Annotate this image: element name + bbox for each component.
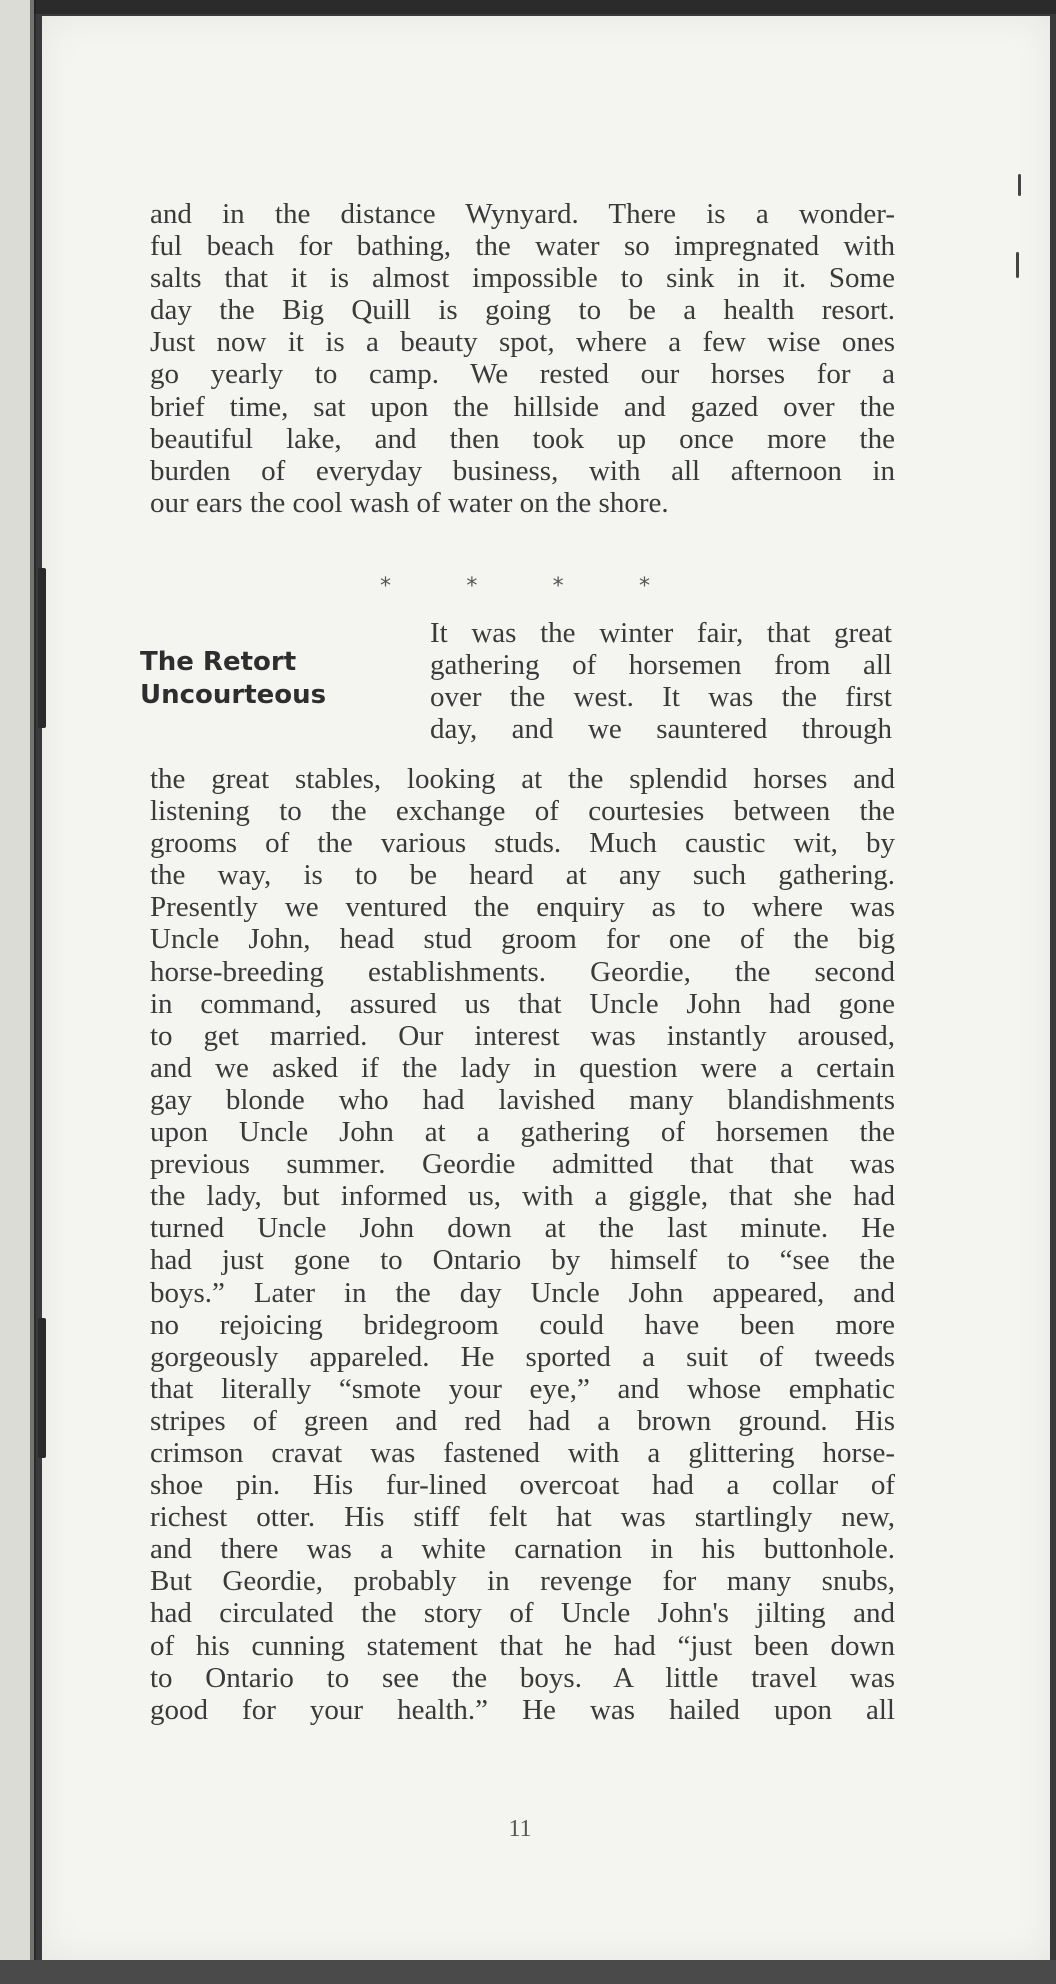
text-line: Uncle John, head stud groom for one of the big	[150, 923, 895, 956]
text-line: and we asked if the lady in question were a certain	[150, 1051, 895, 1084]
separator-asterisk: *	[380, 574, 391, 599]
text-line: ful beach for bathing, the water so impregnated with	[150, 230, 895, 263]
edge-speck	[1018, 174, 1021, 196]
separator-asterisk: *	[466, 574, 478, 599]
section-heading	[140, 646, 420, 712]
text-line: gathering of horsemen from all	[430, 649, 892, 681]
text-line: upon Uncle John at a gathering of horsemen the	[150, 1116, 895, 1149]
separator-asterisk: *	[552, 574, 564, 599]
page-number: 11	[508, 1816, 532, 1842]
text-line: and there was a white carnation in his buttonhole.	[150, 1533, 895, 1566]
binding-staple-upper	[38, 568, 46, 728]
text-line: the great stables, looking at the splendid horses and	[150, 763, 895, 795]
text-line: salts that it is almost impossible to sink in it. Some	[150, 262, 895, 295]
text-line: over the west. It was the first	[430, 681, 892, 713]
binding-staple-lower	[38, 1318, 46, 1458]
text-line: had circulated the story of Uncle John's jilting and	[150, 1597, 895, 1630]
binding-shadow	[30, 0, 36, 1984]
text-line: Just now it is a beauty spot, where a few wise ones	[150, 326, 895, 359]
text-line: that literally “smote your eye,” and whose emphatic	[150, 1372, 895, 1405]
text-line: and in the distance Wynyard. There is a wonder-	[150, 198, 895, 230]
text-line: go yearly to camp. We rested our horses for a	[150, 358, 895, 391]
text-line: crimson cravat was fastened with a glittering horse-	[150, 1436, 895, 1469]
edge-speck	[1016, 252, 1019, 278]
text-line: grooms of the various studs. Much caustic wit, by	[150, 827, 895, 860]
text-line: the lady, but informed us, with a giggle, that she had	[150, 1180, 895, 1213]
paragraph-main	[150, 763, 895, 1726]
text-line: to Ontario to see the boys. A little travel was	[150, 1661, 895, 1694]
text-line: Presently we ventured the enquiry as to where was	[150, 891, 895, 924]
section-heading-line-2: Uncourteous	[140, 680, 327, 710]
text-line: day, and we sauntered through	[430, 713, 892, 745]
text-line: brief time, sat upon the hillside and gazed over the	[150, 390, 895, 423]
text-line: the way, is to be heard at any such gathering.	[150, 859, 895, 892]
text-line: day the Big Quill is going to be a health resort.	[150, 294, 895, 327]
text-line: stripes of green and red had a brown ground. His	[150, 1404, 895, 1437]
section-heading-line-1: The Retort	[140, 647, 297, 677]
paragraph-top	[150, 198, 895, 519]
text-line: horse-breeding establishments. Geordie, the second	[150, 955, 895, 988]
text-line: But Geordie, probably in revenge for many snubs,	[150, 1565, 895, 1598]
binding-spine	[0, 0, 34, 1984]
text-line: of his cunning statement that he had “just been down	[150, 1629, 895, 1662]
separator-asterisk: *	[638, 574, 650, 599]
text-line: had just gone to Ontario by himself to “see the	[150, 1244, 895, 1277]
text-line: gorgeously appareled. He sported a suit of tweeds	[150, 1340, 895, 1373]
text-line: It was the winter fair, that great	[430, 617, 892, 649]
text-line: boys.” Later in the day Uncle John appeared, and	[150, 1276, 895, 1309]
text-line: richest otter. His stiff felt hat was startlingly new,	[150, 1501, 895, 1534]
text-line: turned Uncle John down at the last minute. He	[150, 1212, 895, 1245]
text-line: no rejoicing bridegroom could have been more	[150, 1308, 895, 1341]
text-line: previous summer. Geordie admitted that that was	[150, 1148, 895, 1181]
text-line: burden of everyday business, with all afternoon in	[150, 454, 895, 487]
scan-top-edge	[0, 0, 1056, 14]
text-line: shoe pin. His fur-lined overcoat had a collar of	[150, 1469, 895, 1502]
text-line: to get married. Our interest was instantly aroused,	[150, 1019, 895, 1052]
section-separator	[380, 574, 650, 599]
text-line: good for your health.” He was hailed upon all	[150, 1693, 895, 1726]
text-line: listening to the exchange of courtesies between the	[150, 795, 895, 828]
text-line: gay blonde who had lavished many blandishments	[150, 1083, 895, 1116]
paragraph-intro	[430, 617, 892, 745]
text-line: in command, assured us that Uncle John had gone	[150, 987, 895, 1020]
text-line: our ears the cool wash of water on the shore.	[150, 486, 669, 519]
text-line: beautiful lake, and then took up once more the	[150, 422, 895, 455]
scan-bottom-edge	[0, 1960, 1056, 1984]
